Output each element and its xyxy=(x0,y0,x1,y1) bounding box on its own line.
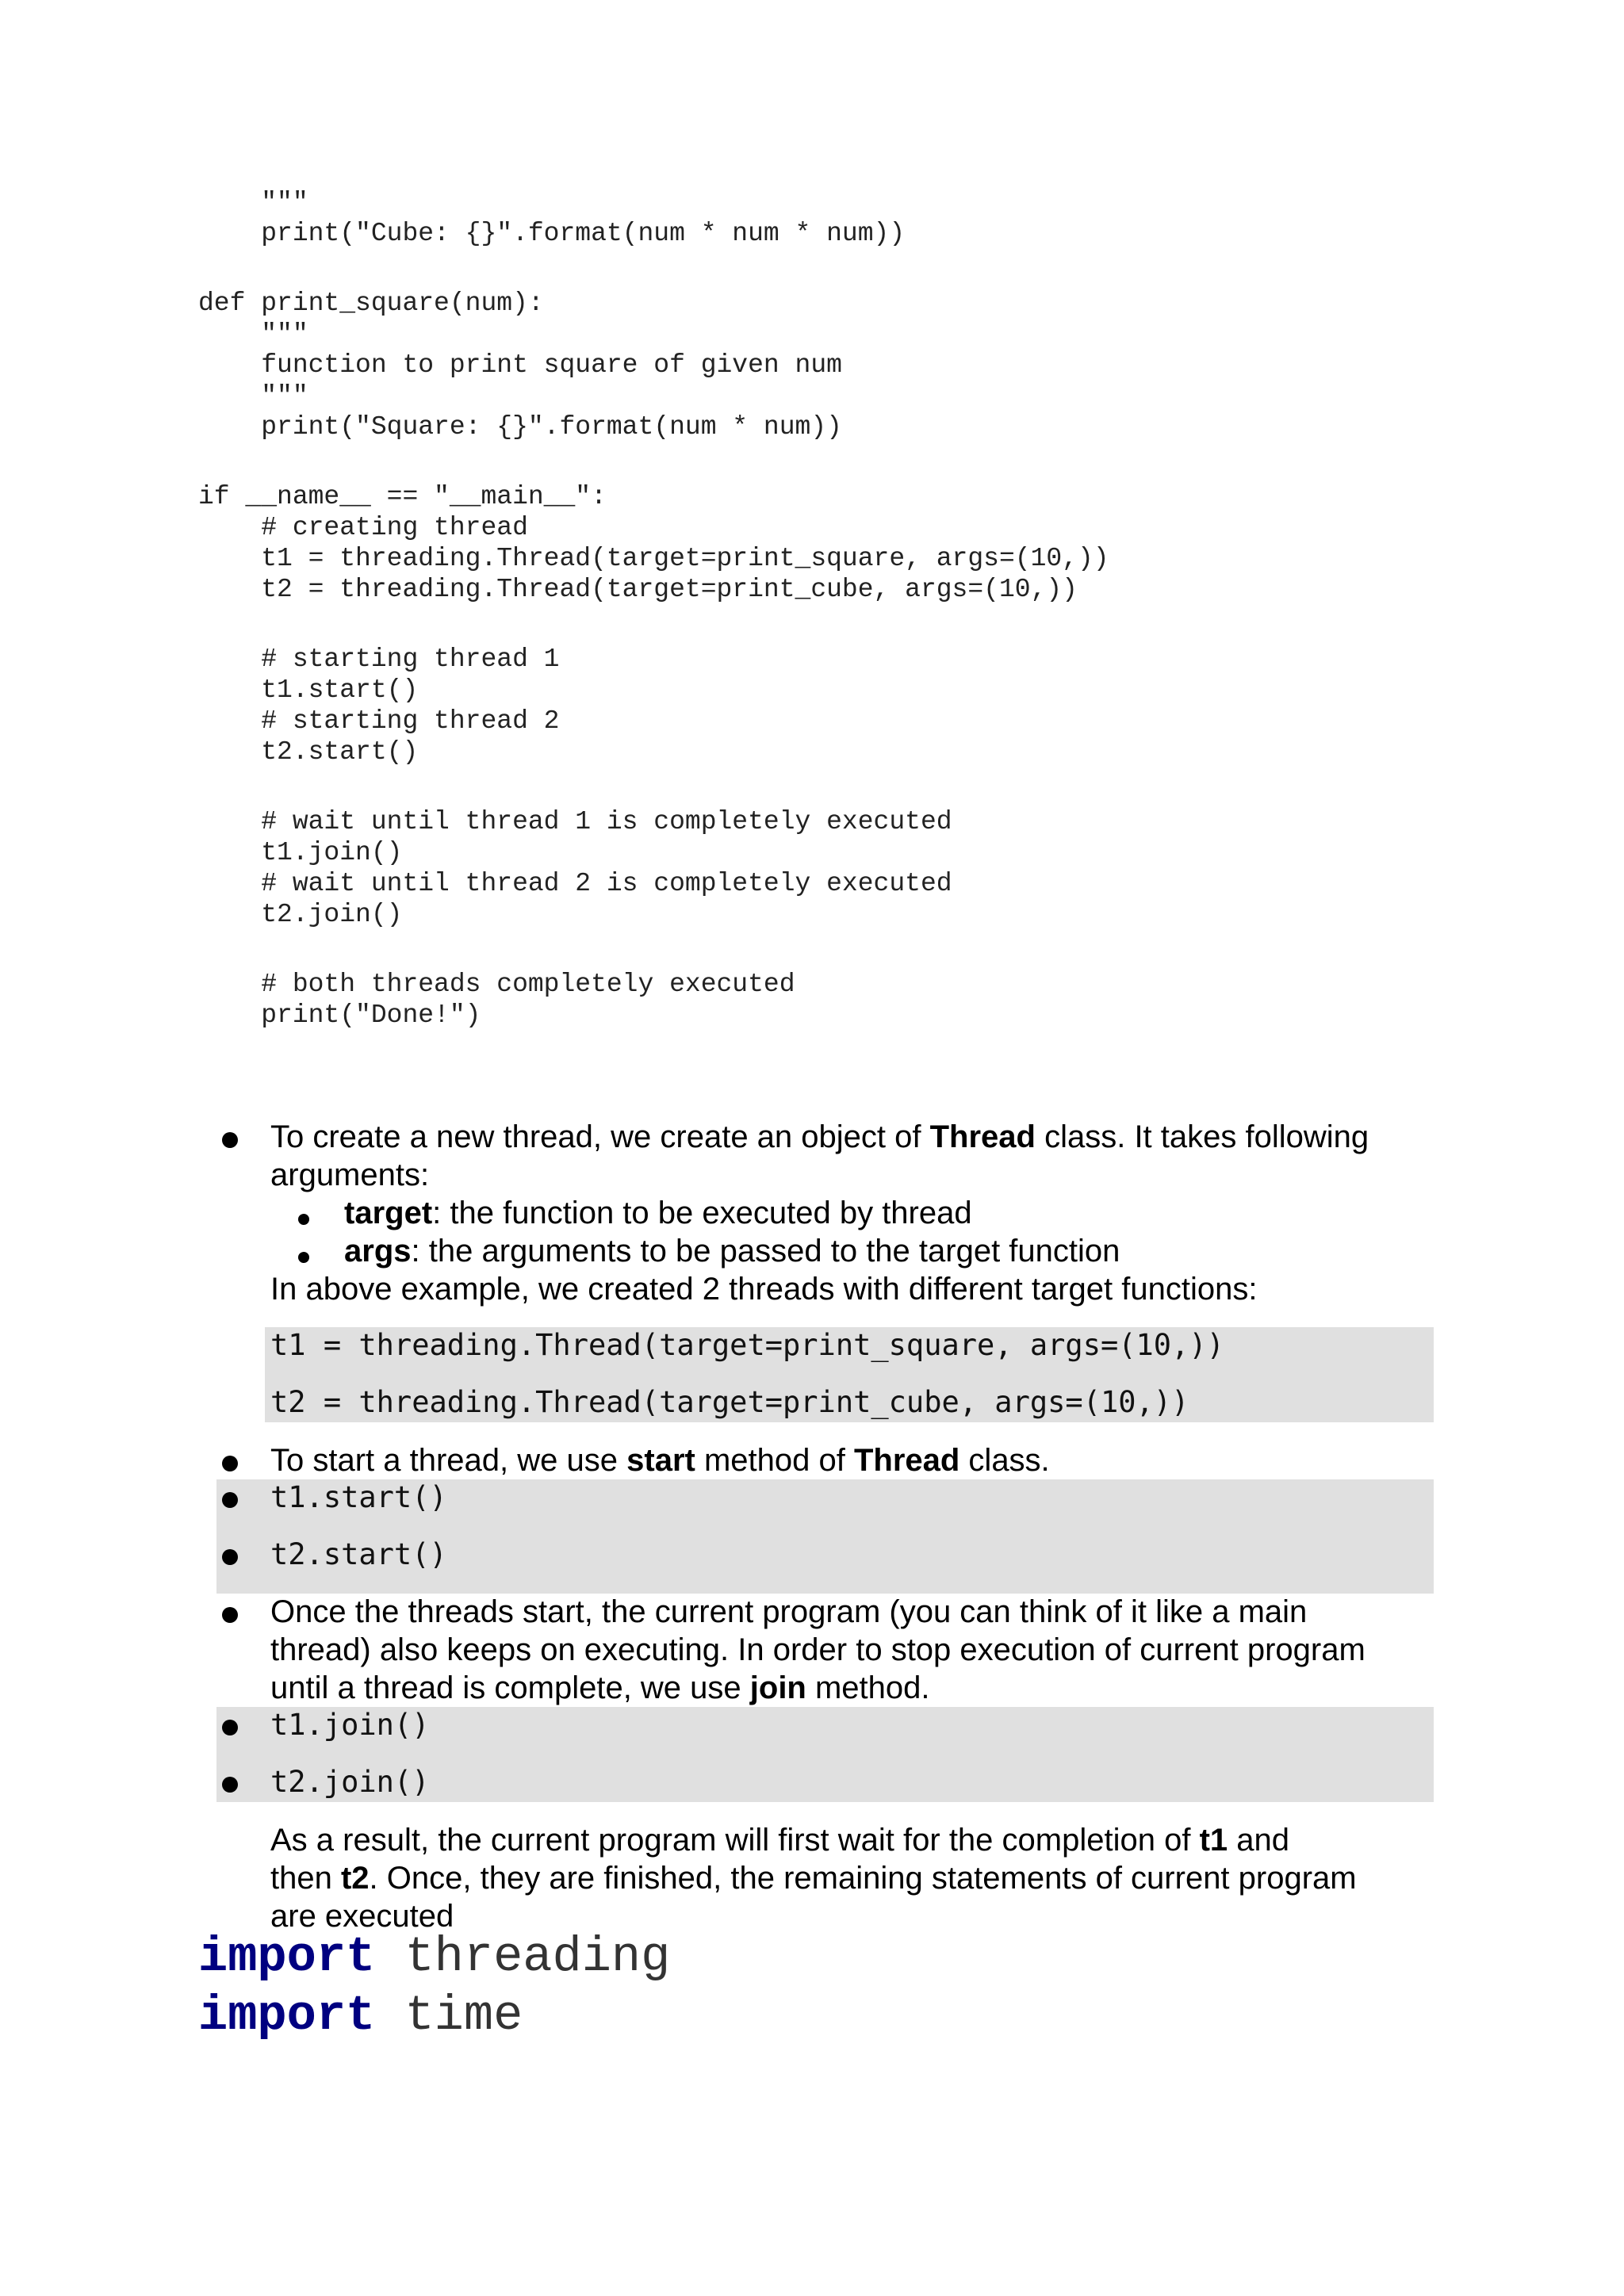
import-line xyxy=(198,1987,670,2045)
code-line: # both threads completely executed xyxy=(198,970,795,999)
join-code-line-1: t1.join() xyxy=(270,1708,430,1742)
text-run: As a result, the current program will first wait for the completion of xyxy=(270,1823,1200,1858)
sub-bullet-target xyxy=(344,1194,972,1232)
bullet-marker xyxy=(222,1549,238,1565)
text-run: method. xyxy=(806,1670,930,1705)
code-blank-line xyxy=(198,442,1308,481)
code-line: # starting thread 2 xyxy=(198,706,560,736)
code-line: # wait until thread 1 is completely executed xyxy=(198,807,952,836)
code-line: """ xyxy=(198,320,308,349)
import-statements xyxy=(198,1928,670,2045)
code-line: if __name__ == "__main__": xyxy=(198,482,607,511)
bullet-thread-object-line-2: arguments: xyxy=(270,1158,430,1192)
bullet-marker xyxy=(222,1456,238,1471)
code-line: t1 = threading.Thread(target=print_square, args=(10,)) xyxy=(198,544,1109,573)
bold-term-start: start xyxy=(626,1443,695,1478)
text-run: class. It takes following xyxy=(1035,1119,1369,1154)
result-line-3: are executed xyxy=(270,1899,454,1934)
bullet-marker xyxy=(222,1720,238,1735)
result-line-1 xyxy=(270,1821,1289,1859)
example-code-line-2: t2 = threading.Thread(target=print_cube, args=(10,)) xyxy=(270,1385,1189,1419)
text-run: . Once, they are finished, the remaining statements of current program xyxy=(369,1861,1357,1896)
example-intro: In above example, we created 2 threads with different target functions: xyxy=(270,1272,1258,1307)
code-line: function to print square of given num xyxy=(198,350,842,380)
code-line: """ xyxy=(198,381,308,411)
bullet-thread-object-line-1 xyxy=(270,1118,1369,1156)
bullet-marker xyxy=(222,1132,238,1148)
bold-term-join: join xyxy=(749,1670,806,1705)
code-line: # creating thread xyxy=(198,513,528,542)
text-run: method of xyxy=(695,1443,854,1478)
code-line: t1.join() xyxy=(198,838,403,867)
code-line: # wait until thread 2 is completely executed xyxy=(198,869,952,898)
code-blank-line xyxy=(198,605,1308,644)
text-run: To create a new thread, we create an object of xyxy=(270,1119,930,1154)
start-code-line-1: t1.start() xyxy=(270,1480,447,1514)
bullet-join-line-3 xyxy=(270,1669,930,1707)
bullet-join-line-1: Once the threads start, the current program (you can think of it like a main xyxy=(270,1594,1308,1629)
import-keyword: import xyxy=(198,1929,376,1985)
code-line: def print_square(num): xyxy=(198,289,544,318)
example-code-line-1: t1 = threading.Thread(target=print_square, args=(10,)) xyxy=(270,1328,1224,1362)
module-name: threading xyxy=(404,1929,671,1985)
bold-term-t1: t1 xyxy=(1199,1823,1228,1858)
bold-term-thread: Thread xyxy=(929,1119,1036,1154)
code-line: print("Cube: {}".format(num * num * num)) xyxy=(198,219,906,248)
sub-bullet-marker xyxy=(298,1252,309,1263)
code-line: # starting thread 1 xyxy=(198,645,560,674)
code-line: t1.start() xyxy=(198,675,419,705)
code-line: t2.start() xyxy=(198,737,419,767)
bullet-start-method xyxy=(270,1441,1050,1479)
code-line: t2 = threading.Thread(target=print_cube, args=(10,)) xyxy=(198,575,1078,604)
text-run: and xyxy=(1228,1823,1289,1858)
bullet-marker xyxy=(222,1607,238,1623)
text-run: until a thread is complete, we use xyxy=(270,1670,750,1705)
code-line: t2.join() xyxy=(198,900,403,929)
join-code-line-2: t2.join() xyxy=(270,1765,430,1799)
sub-bullet-marker xyxy=(298,1214,309,1225)
bullet-marker xyxy=(222,1777,238,1793)
module-name: time xyxy=(404,1988,523,2044)
code-line: print("Done!") xyxy=(198,1001,481,1030)
bold-term-target: target xyxy=(344,1196,433,1230)
result-line-2 xyxy=(270,1859,1357,1897)
code-listing xyxy=(198,187,1308,1031)
code-blank-line xyxy=(198,249,1308,288)
text-run: class. xyxy=(959,1443,1050,1478)
text-run: To start a thread, we use xyxy=(270,1443,627,1478)
text-run: then xyxy=(270,1861,341,1896)
import-line xyxy=(198,1928,670,1987)
sub-bullet-args xyxy=(344,1232,1120,1270)
bullet-join-line-2: thread) also keeps on executing. In order to stop execution of current program xyxy=(270,1632,1365,1667)
bold-term-thread: Thread xyxy=(853,1443,960,1478)
text-run: : the function to be executed by thread xyxy=(432,1196,972,1230)
bold-term-args: args xyxy=(344,1234,412,1269)
start-code-line-2: t2.start() xyxy=(270,1537,447,1571)
code-line: """ xyxy=(198,188,308,217)
code-blank-line xyxy=(198,930,1308,969)
bold-term-t2: t2 xyxy=(340,1861,370,1896)
text-run: : the arguments to be passed to the target function xyxy=(411,1234,1120,1269)
code-line: print("Square: {}".format(num * num)) xyxy=(198,412,842,442)
bullet-marker xyxy=(222,1492,238,1508)
code-blank-line xyxy=(198,767,1308,806)
import-keyword: import xyxy=(198,1988,376,2044)
